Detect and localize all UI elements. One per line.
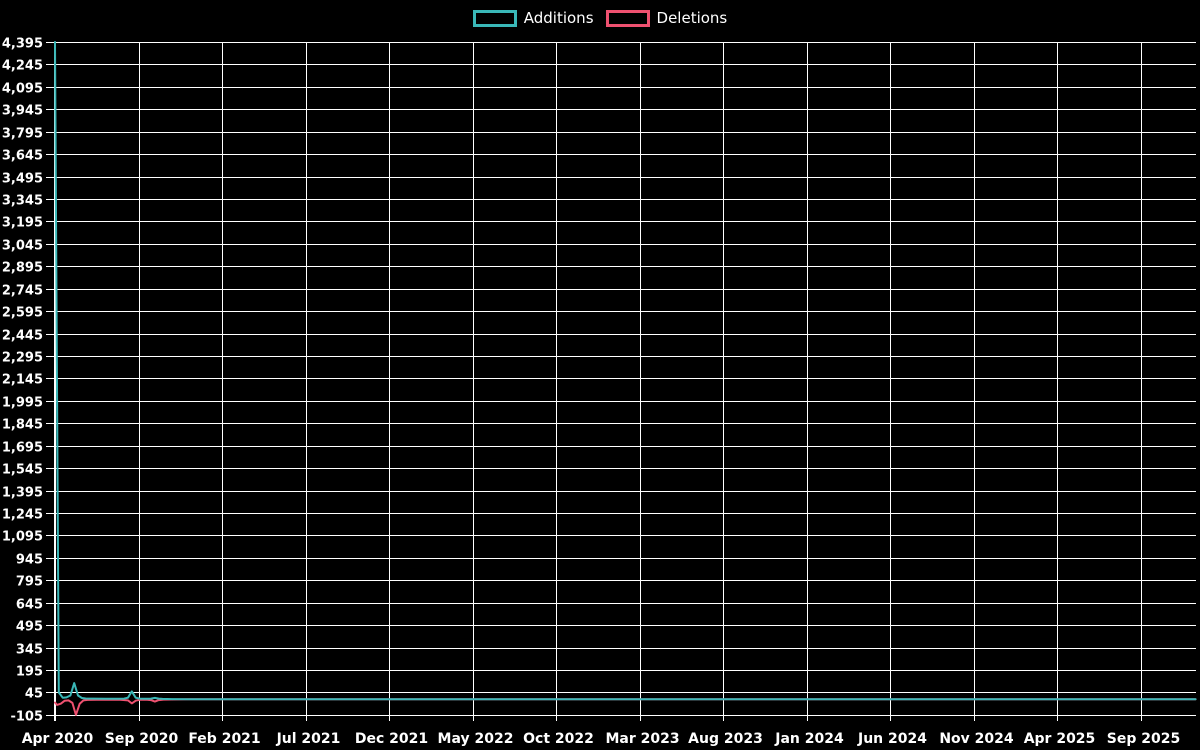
x-tick-label: Dec 2021 xyxy=(354,731,429,747)
x-tick-label: Jun 2024 xyxy=(858,731,927,747)
y-tick-label: 3,195 xyxy=(1,215,43,231)
y-tick-label: 195 xyxy=(15,664,43,680)
y-tick-label: 1,845 xyxy=(1,417,43,433)
y-tick-label: 2,145 xyxy=(1,372,43,388)
x-tick-label: Aug 2023 xyxy=(688,731,763,747)
x-tick-label: Sep 2025 xyxy=(1106,731,1181,747)
y-tick-label: 2,445 xyxy=(1,328,43,344)
x-tick-label: Jan 2024 xyxy=(775,731,844,747)
y-tick-label: 1,095 xyxy=(1,529,43,545)
y-tick-label: 4,095 xyxy=(1,81,43,97)
y-tick-label: 645 xyxy=(15,597,43,613)
deletions-line xyxy=(55,699,1196,715)
y-tick-label: 945 xyxy=(15,552,43,568)
y-tick-label: 1,545 xyxy=(1,462,43,478)
y-tick-label: 2,295 xyxy=(1,350,43,366)
x-tick-label: Mar 2023 xyxy=(605,731,680,747)
additions-swatch-icon xyxy=(473,10,517,27)
x-tick-label: Apr 2020 xyxy=(21,731,94,747)
x-axis-labels xyxy=(22,731,1181,747)
y-tick-label: 3,945 xyxy=(1,103,43,119)
y-axis-labels xyxy=(2,37,43,725)
y-tick-label: -105 xyxy=(10,709,43,725)
x-tick-label: Nov 2024 xyxy=(939,731,1014,747)
y-tick-label: 45 xyxy=(24,686,43,702)
x-tick-label: May 2022 xyxy=(437,731,514,747)
y-tick-label: 345 xyxy=(15,642,43,658)
x-tick-label: Oct 2022 xyxy=(523,731,594,747)
y-tick-label: 4,395 xyxy=(1,36,43,52)
y-tick-label: 1,395 xyxy=(1,485,43,501)
grid-lines xyxy=(46,42,1196,721)
y-tick-label: 3,345 xyxy=(1,193,43,209)
y-tick-label: 4,245 xyxy=(1,58,43,74)
legend-item-additions[interactable] xyxy=(473,9,594,27)
y-tick-label: 3,045 xyxy=(1,238,43,254)
legend-item-deletions[interactable] xyxy=(606,9,728,27)
y-tick-label: 1,695 xyxy=(1,440,43,456)
deletions-legend-label: Deletions xyxy=(656,9,728,27)
y-tick-label: 795 xyxy=(15,574,43,590)
y-tick-label: 2,895 xyxy=(1,260,43,276)
y-tick-label: 1,245 xyxy=(1,507,43,523)
deletions-swatch-icon xyxy=(606,10,650,27)
x-tick-label: Feb 2021 xyxy=(188,731,261,747)
x-tick-label: Apr 2025 xyxy=(1023,731,1096,747)
y-tick-label: 3,795 xyxy=(1,126,43,142)
y-tick-label: 3,645 xyxy=(1,148,43,164)
y-tick-label: 1,995 xyxy=(1,395,43,411)
x-tick-label: Sep 2020 xyxy=(104,731,179,747)
y-tick-label: 3,495 xyxy=(1,171,43,187)
additions-legend-label: Additions xyxy=(523,9,594,27)
y-tick-label: 2,595 xyxy=(1,305,43,321)
additions-line xyxy=(55,42,1196,699)
y-tick-label: 495 xyxy=(15,619,43,635)
y-tick-label: 2,745 xyxy=(1,283,43,299)
x-tick-label: Jul 2021 xyxy=(276,731,341,747)
chart-legend xyxy=(0,9,1200,27)
